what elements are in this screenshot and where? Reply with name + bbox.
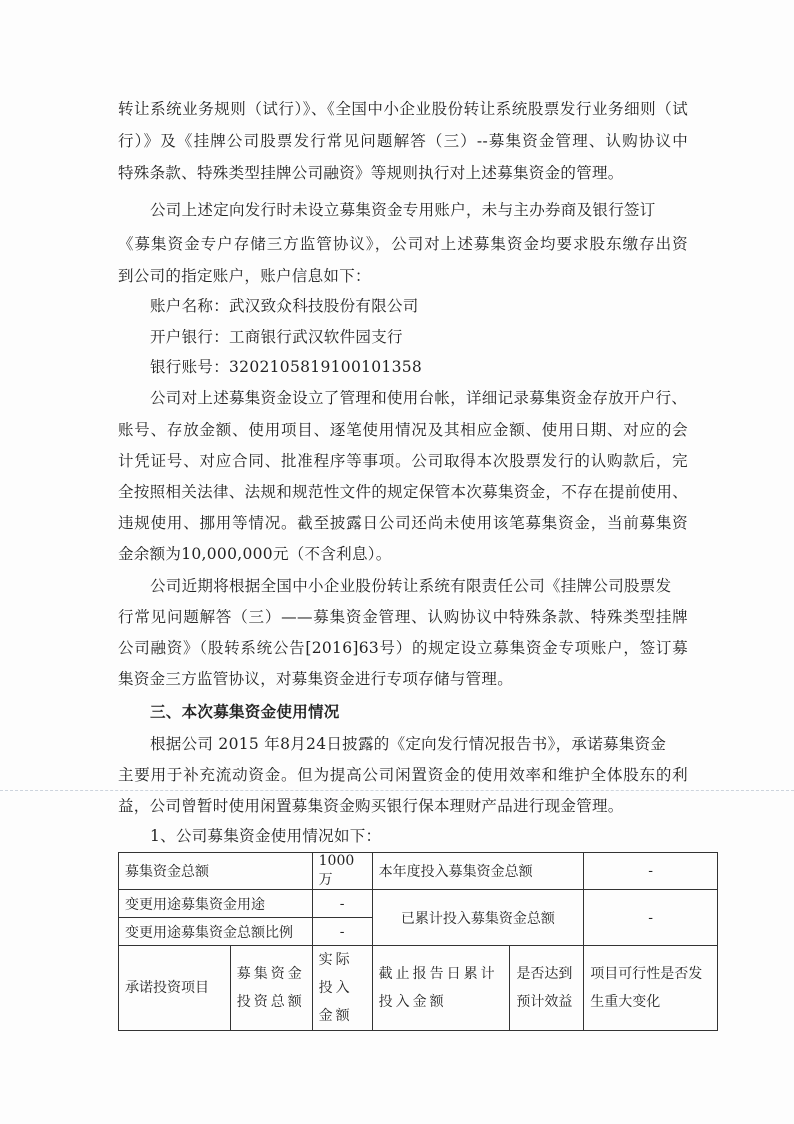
paragraph-line: 行常见问题解答（三）——募集资金管理、认购协议中特殊条款、特殊类型挂牌 [118,608,688,626]
paragraph-line: 违规使用、挪用等情况。截至披露日公司还尚未使用该笔募集资金，当前募集资 [118,514,688,532]
table-header-row [119,946,718,1031]
table-header-cell: 实际投入金额 [312,946,372,1031]
paragraph-line: 主要用于补充流动资金。但为提高公司闲置资金的使用效率和维护全体股东的利 [118,766,688,784]
paragraph-line: 公司近期将根据全国中小企业股份转让系统有限责任公司《挂牌公司股票发 [150,577,672,595]
subsection-title: 1、公司募集资金使用情况如下： [150,827,382,845]
account-bank: 开户银行：工商银行武汉软件园支行 [150,328,403,346]
paragraph-line: 转让系统业务规则（试行）》、《全国中小企业股份转让系统股票发行业务细则（试 [118,100,688,118]
paragraph-line: 公司上述定向发行时未设立募集资金专用账户，未与主办券商及银行签订 [150,201,656,219]
table-cell: 变更用途募集资金用途 [119,890,313,918]
account-name: 账户名称：武汉致众科技股份有限公司 [150,297,419,315]
table-cell: - [584,853,718,890]
paragraph-line: 公司对上述募集资金设立了管理和使用台帐，详细记录募集资金存放开户行、 [150,389,688,407]
table-cell: 1000万 [312,853,372,890]
table-cell: - [584,890,718,946]
section-heading: 三、本次募集资金使用情况 [150,703,340,721]
paragraph-line: 公司融资》（股转系统公告[2016]63号）的规定设立募集资金专项账户，签订募 [118,639,688,657]
paragraph-line: 金余额为10,000,000元（不含利息）。 [118,545,392,563]
table-row [119,890,718,918]
table-row [119,853,718,890]
paragraph-line: 计凭证号、对应合同、批准程序等事项。公司取得本次股票发行的认购款后，完 [118,452,688,470]
table-cell: 已累计投入募集资金总额 [372,890,584,946]
table-header-cell: 承诺投资项目 [119,946,231,1031]
account-number: 银行账号：3202105819100101358 [150,358,423,376]
table-cell: 募集资金总额 [119,853,313,890]
paragraph-line: 账号、存放金额、使用项目、逐笔使用情况及其相应金额、使用日期、对应的会 [118,421,688,439]
paragraph-line: 集资金三方监管协议，对募集资金进行专项存储与管理。 [118,670,514,688]
paragraph-line: 《募集资金专户存储三方监管协议》，公司对上述募集资金均要求股东缴存出资 [118,235,688,253]
paragraph-line: 到公司的指定账户，账户信息如下： [118,267,371,285]
paragraph-line: 特殊条款、特殊类型挂牌公司融资》等规则执行对上述募集资金的管理。 [118,164,624,182]
table-cell: - [312,918,372,946]
table-header-cell: 项目可行性是否发生重大变化 [584,946,718,1031]
paragraph-line: 益，公司曾暂时使用闲置募集资金购买银行保本理财产品进行现金管理。 [118,797,624,815]
table-cell: - [312,890,372,918]
paragraph-line: 行）》及《挂牌公司股票发行常见问题解答（三）--募集资金管理、认购协议中 [118,132,688,150]
table-header-cell: 募集资金投资总额 [230,946,312,1031]
table-header-cell: 截止报告日累计投入金额 [372,946,510,1031]
fund-usage-table [118,852,718,1031]
table-cell: 变更用途募集资金总额比例 [119,918,313,946]
table-header-cell: 是否达到预计效益 [510,946,584,1031]
scan-artifact-line [0,790,794,791]
paragraph-line: 根据公司 2015 年8月24日披露的《定向发行情况报告书》，承诺募集资金 [150,735,667,753]
paragraph-line: 全按照相关法律、法规和规范性文件的规定保管本次募集资金，不存在提前使用、 [118,483,688,501]
table-cell: 本年度投入募集资金总额 [372,853,584,890]
